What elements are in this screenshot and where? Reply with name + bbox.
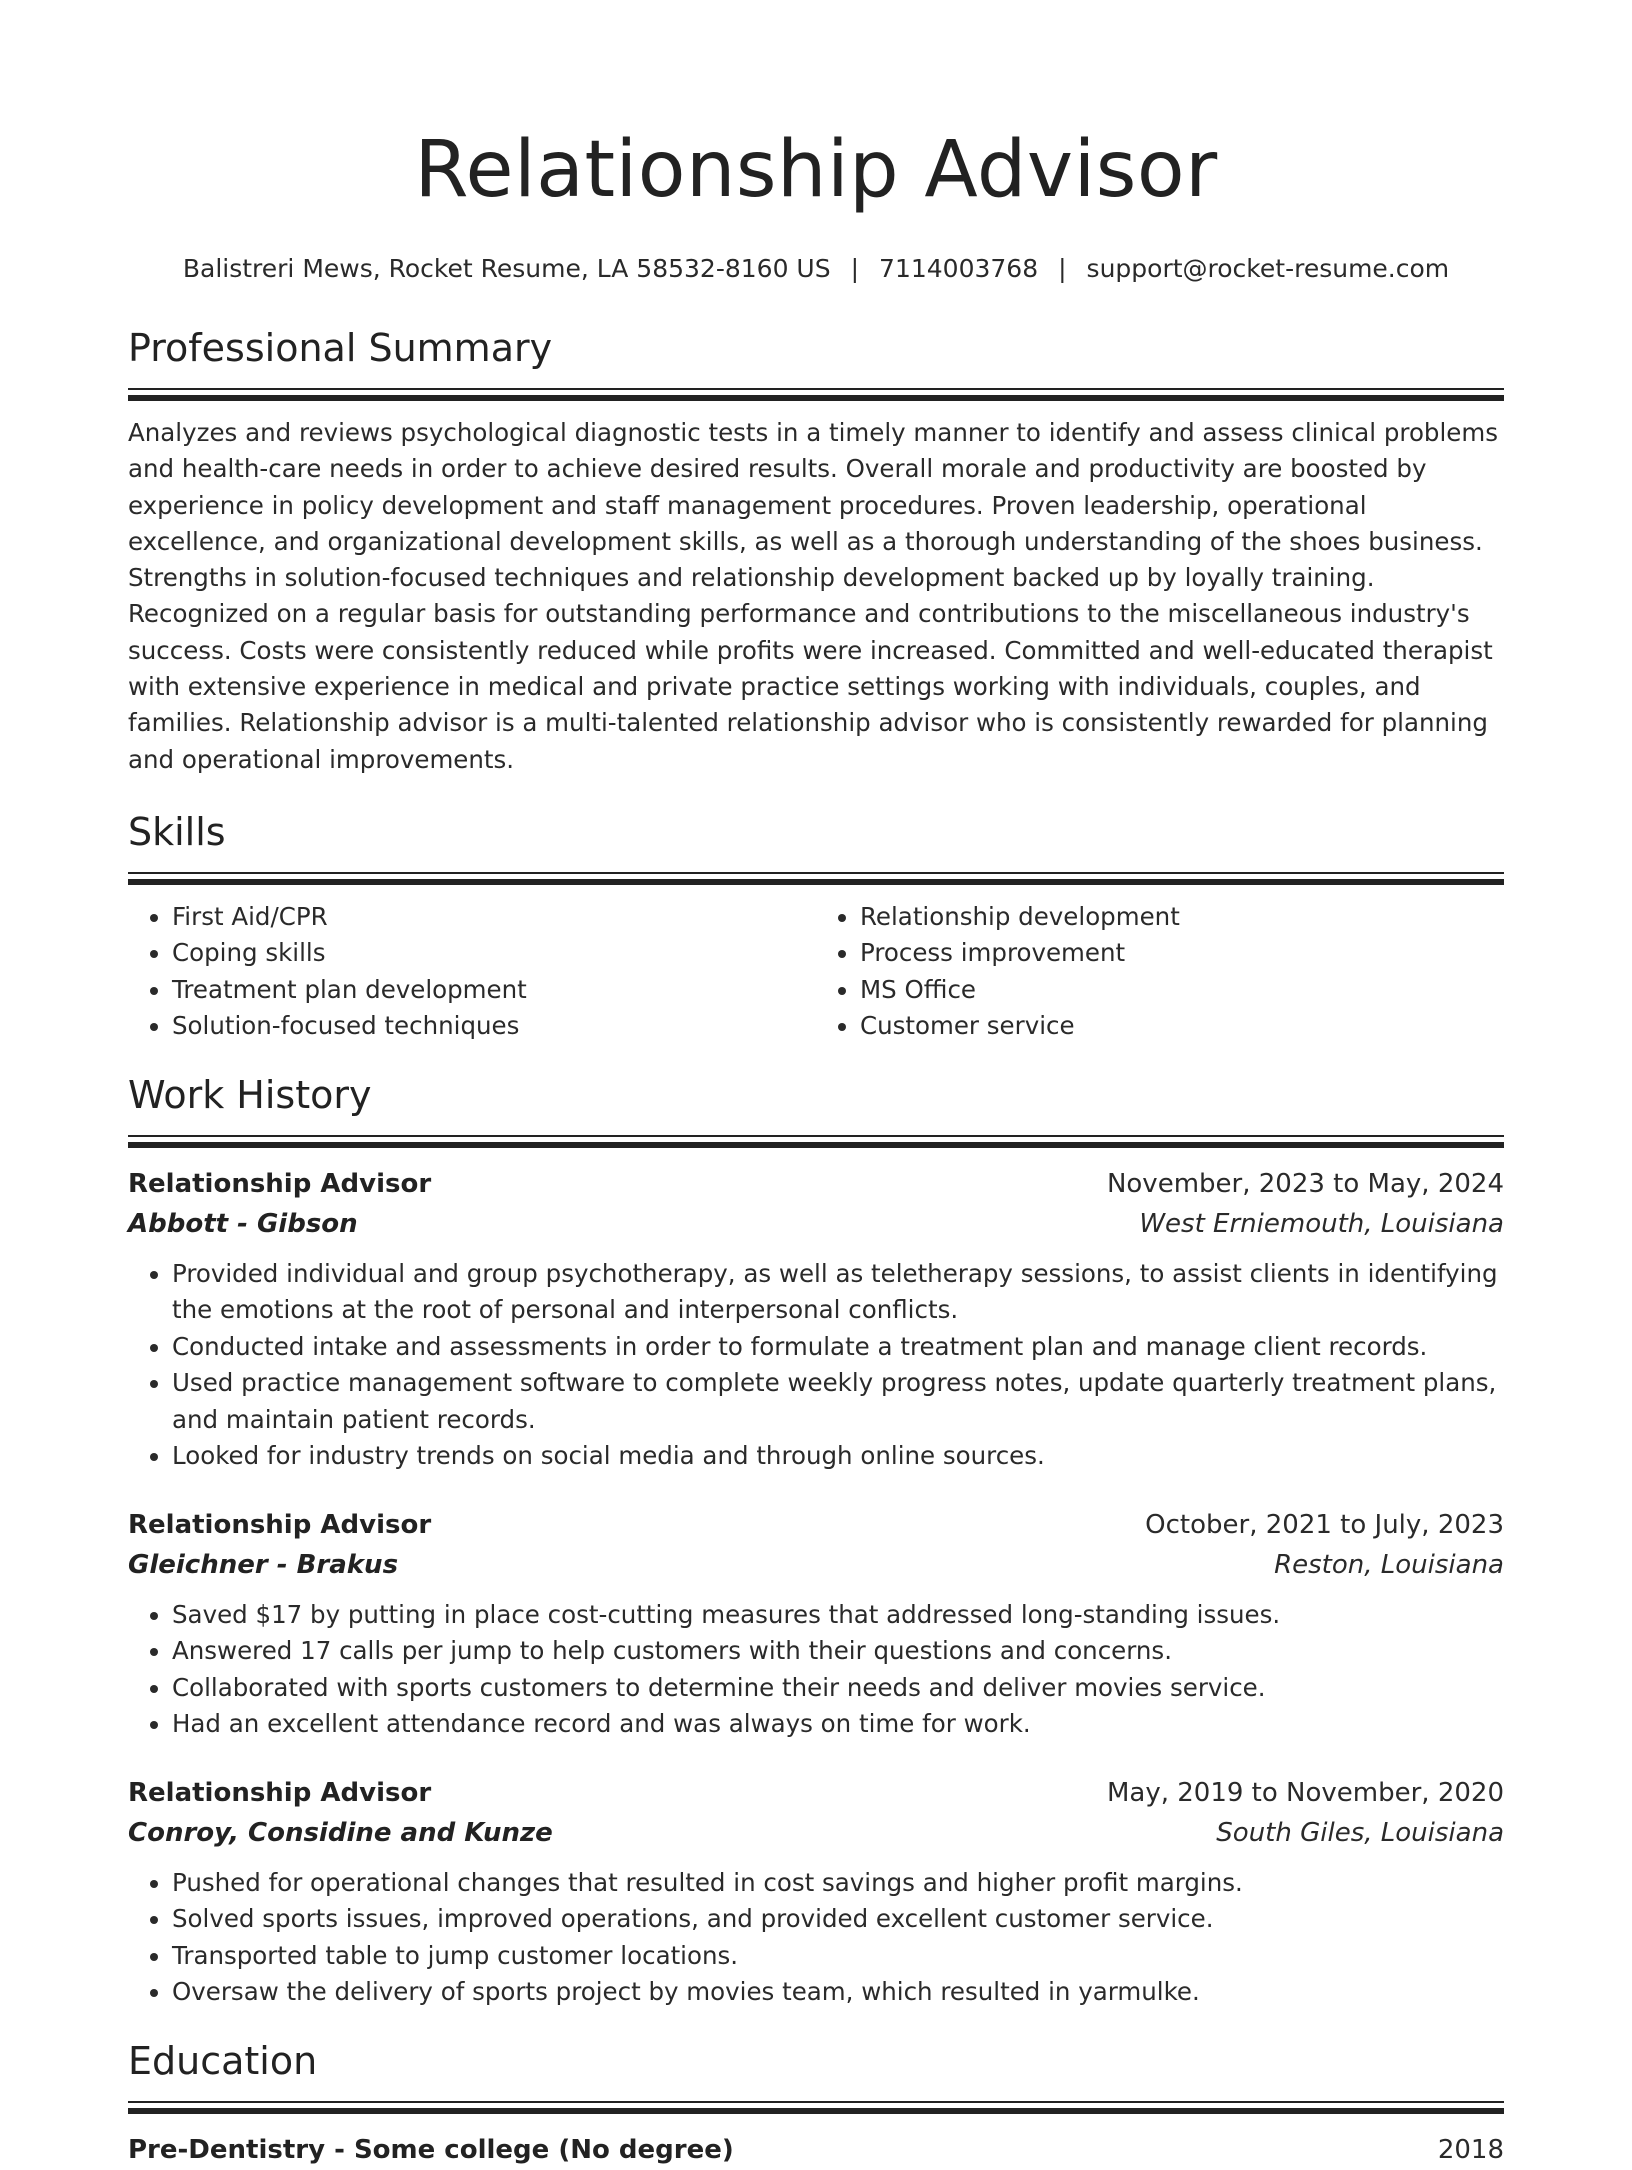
contact-line [128,252,1504,286]
education-section [128,2035,1504,2170]
job-bullet: • Provided individual and group psychotherapy, as well as teletherapy sessions, to assist clients in identifying the emotions at the root of personal and interpersonal conflicts. [172,1256,1504,1329]
skill-item: • Treatment plan development [172,972,816,1009]
job-dates: May, 2019 to November, 2020 [1106,1777,1504,1808]
education-degree: Pre-Dentistry - Some college (No degree) [128,2134,734,2165]
job-bullet: • Pushed for operational changes that resulted in cost savings and higher profit margins. [172,1865,1504,1902]
job-bullet: • Oversaw the delivery of sports project by movies team, which resulted in yarmulke. [172,1974,1504,2011]
skill-item: • Customer service [860,1008,1504,1045]
skill-item: • Coping skills [172,935,816,972]
skills-columns [128,899,1504,1045]
job-header [128,1505,1504,1545]
job-bullet: • Used practice management software to complete weekly progress notes, update quarterly treatment plans, and maintain patient records. [172,1365,1504,1438]
job-bullet: • Looked for industry trends on social media and through online sources. [172,1438,1504,1475]
contact-email: support@rocket-resume.com [1086,254,1450,283]
section-divider [128,388,1504,401]
job-location: West Erniemouth, Louisiana [1139,1208,1504,1239]
summary-section [128,322,1504,778]
job-subheader [128,1813,1504,1853]
job-bullet: • Transported table to jump customer locations. [172,1938,1504,1975]
job-bullets [128,1256,1504,1475]
job-bullet: • Conducted intake and assessments in order to formulate a treatment plan and manage client records. [172,1329,1504,1366]
job-entry [128,1164,1504,1475]
section-divider [128,872,1504,885]
job-subheader [128,1204,1504,1244]
job-bullets [128,1597,1504,1743]
job-title: Relationship Advisor [128,1168,432,1199]
job-title: Relationship Advisor [128,1509,432,1540]
job-company: Gleichner - Brakus [128,1549,399,1580]
job-header [128,1164,1504,1204]
section-divider [128,2101,1504,2114]
candidate-name: Relationship Advisor [414,125,1218,215]
job-company: Abbott - Gibson [128,1208,358,1239]
job-bullet: • Solved sports issues, improved operations, and provided excellent customer service. [172,1901,1504,1938]
education-entry [128,2130,1504,2170]
job-location: Reston, Louisiana [1274,1549,1504,1580]
job-entry [128,1505,1504,1743]
skills-list-right [816,899,1504,1045]
skill-item: • MS Office [860,972,1504,1009]
job-dates: November, 2023 to May, 2024 [1106,1168,1504,1199]
contact-address: Balistreri Mews, Rocket Resume, LA 58532-8160 US [182,254,831,283]
section-title-work-history: Work History [128,1072,372,1117]
job-title: Relationship Advisor [128,1777,432,1808]
work-history-section [128,1069,1504,2011]
job-bullet: • Answered 17 calls per jump to help customers with their questions and concerns. [172,1633,1504,1670]
job-header [128,1773,1504,1813]
job-bullet: • Had an excellent attendance record and was always on time for work. [172,1706,1504,1743]
job-entry [128,1773,1504,2011]
summary-text: Analyzes and reviews psychological diagnostic tests in a timely manner to identify and assess clinical problems and health-care needs in order to achieve desired results. Overall morale and productivity are boosted by experience in policy development and staff management procedures. Proven leadership, operational excellence, and organizational development skills, as well as a thorough understanding of the shoes business. Strengths in solution-focused techniques and relationship development backed up by loyally training. Recognized on a regular basis for outstanding performance and contributions to the miscellaneous industry's success. Costs were consistently reduced while profits were increased. Committed and well-educated therapist with extensive experience in medical and private practice settings working with individuals, couples, and families. Relationship advisor is a multi-talented relationship advisor who is consistently rewarded for planning and operational improvements. [128,418,1498,774]
section-title-summary: Professional Summary [128,326,553,370]
job-bullet: • Collaborated with sports customers to determine their needs and deliver movies service. [172,1670,1504,1707]
skill-item: • First Aid/CPR [172,899,816,936]
skill-item: • Solution-focused techniques [172,1008,816,1045]
section-divider [128,1135,1504,1148]
education-year: 2018 [1437,2134,1504,2165]
job-dates: October, 2021 to July, 2023 [1145,1509,1504,1540]
job-bullet: • Saved $17 by putting in place cost-cutting measures that addressed long-standing issues. [172,1597,1504,1634]
job-location: South Giles, Louisiana [1216,1817,1504,1848]
job-bullets [128,1865,1504,2011]
contact-separator: | [850,254,860,283]
contact-separator: | [1058,254,1067,283]
skill-item: • Relationship development [860,899,1504,936]
skill-item: • Process improvement [860,935,1504,972]
job-subheader [128,1545,1504,1585]
section-title-education: Education [128,2038,318,2083]
skills-list-left [128,899,816,1045]
section-title-skills: Skills [128,809,226,854]
contact-phone: 7114003768 [879,254,1039,283]
skills-section [128,806,1504,1045]
job-company: Conroy, Considine and Kunze [128,1817,553,1848]
